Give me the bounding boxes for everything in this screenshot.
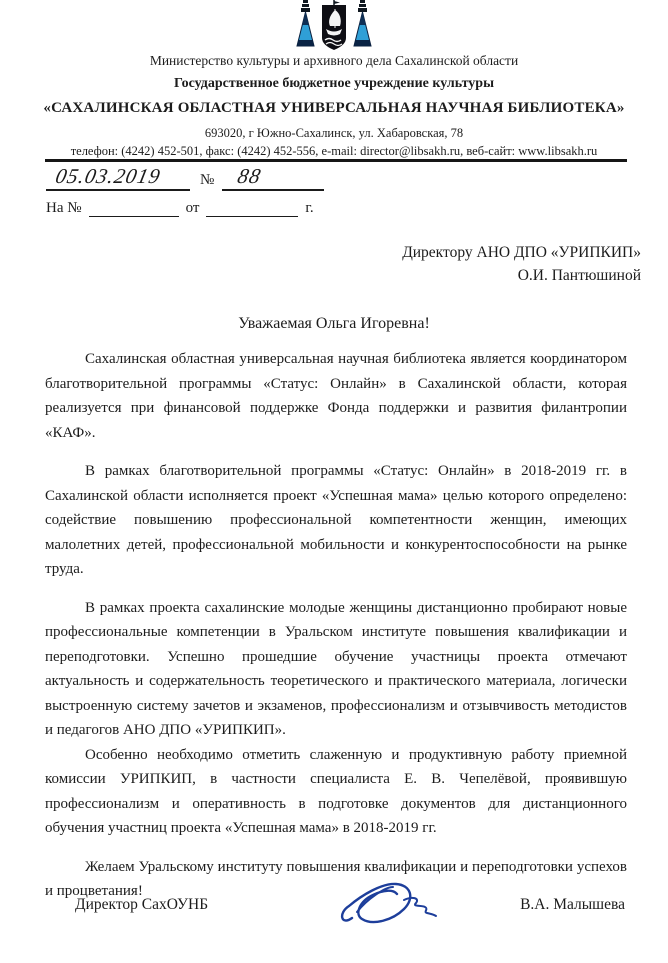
shield-sailboat-icon — [322, 0, 346, 50]
signer-position: Директор СахОУНБ — [75, 896, 209, 913]
contacts-line: телефон: (4242) 452-501, факс: (4242) 452-556, e-mail: director@libsakh.ru, веб-сайт: www.libsakh.ru — [70, 144, 598, 158]
paragraph-2: В рамках благотворительной программы «Статус: Онлайн» в 2018-2019 гг. в Сахалинской области исполняется проект «Успешная мама» целью которого определено: содействие повышению профессиональной компетентности женщин, имеющих малолетних детей, профессиональной мобильности и конкурентоспособности на рынке труда. — [45, 463, 627, 577]
from-date-blank — [206, 201, 298, 217]
org-name-line: «САХАЛИНСКАЯ ОБЛАСТНАЯ УНИВЕРСАЛЬНАЯ НАУЧНАЯ БИБЛИОТЕКА» — [43, 100, 625, 116]
org-type-line: Государственное бюджетное учреждение культуры — [173, 76, 495, 91]
address-line: 693020, г Южно-Сахалинск, ул. Хабаровская, 78 — [204, 126, 464, 140]
recipient-block — [402, 241, 641, 287]
on-number-blank — [89, 201, 179, 217]
signer-name: В.А. Малышева — [520, 896, 625, 913]
on-number-label: На № — [46, 200, 82, 216]
date-number-row — [46, 164, 346, 191]
date-field — [46, 164, 190, 191]
letterhead — [0, 53, 668, 159]
letter-body — [45, 347, 627, 918]
year-label: г. — [305, 200, 314, 216]
recipient-name: О.И. Пантюшиной — [517, 267, 641, 284]
paragraph-5: Желаем Уральскому институту повышения квалификации и переподготовки успехов и процветания! — [45, 858, 627, 899]
emblem-icon — [295, 0, 373, 54]
right-tower-icon — [354, 0, 371, 46]
paragraph-4: Особенно необходимо отметить слаженную и продуктивную работу приемной комиссии УРИПКИП, в частности специалиста Е. В. Чепелёвой, проявившую профессионализм и оперативность в подготовке документов для дистанционного обучения участниц проекта «Успешная мама» в 2018-2019 гг. — [45, 746, 627, 836]
number-sign: № — [200, 172, 215, 188]
number-field — [222, 164, 324, 191]
salutation: Уважаемая Ольга Игоревна! — [238, 315, 430, 332]
letterhead-divider — [45, 159, 627, 162]
from-label: от — [185, 200, 200, 216]
paragraph-3: В рамках проекта сахалинские молодые женщины дистанционно пробирают новые профессиональные компетенции в Уральском институте повышения квалификации и переподготовки. Успешно прошедшие обучение участницы проекта отмечают актуальность и содержательность теоретического и практического материала, логически выстроенную систему зачетов и экзаменов, профессионализм и отзывчивость методистов и педагогов АНО ДПО «УРИПКИП». — [45, 599, 627, 738]
recipient-title: Директору АНО ДПО «УРИПКИП» — [402, 244, 641, 261]
paragraph-1: Сахалинская областная универсальная научная библиотека является координатором благотворительной программы «Статус: Онлайн» в Сахалинской области, которая реализуется при финансовой поддержке Фонда поддержки и развития филантропии «КАФ». — [45, 351, 627, 441]
signature-ink-icon — [332, 876, 447, 938]
requisites-block — [46, 164, 346, 217]
reference-row — [46, 200, 346, 217]
handwritten-number: 88 — [235, 164, 264, 188]
handwritten-date: 05.03.2019 — [53, 164, 164, 188]
left-tower-icon — [297, 0, 314, 46]
ministry-line: Министерство культуры и архивного дела Сахалинской области — [149, 53, 519, 68]
